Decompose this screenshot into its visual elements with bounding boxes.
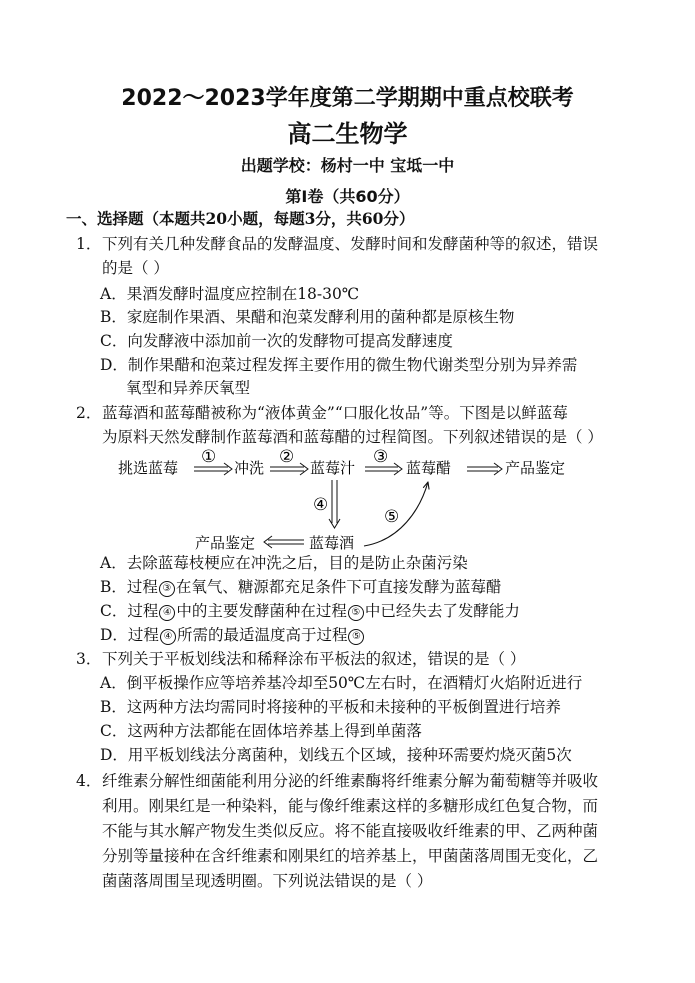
- q1-stem-line2: 的是（ ）: [102, 259, 169, 277]
- q3-option-b: B．这两种方法均需同时将接种的平板和未接种的平板倒置进行培养: [100, 698, 561, 716]
- q3-stem: 下列关于平板划线法和稀释涂布平板法的叙述，错误的是（ ）: [102, 650, 526, 668]
- node-juice: 蓝莓汁: [310, 459, 356, 477]
- arrow-to-product-bottom: [264, 536, 304, 548]
- q4-line5: 菌菌落周围呈现透明圈。下列说法错误的是（ ）: [102, 872, 433, 890]
- q2-option-b-pre: B．过程: [100, 578, 158, 596]
- q2-option-c-pre: C．过程: [100, 602, 159, 620]
- q1-option-c: C．向发酵液中添加前一次的发酵物可提高发酵速度: [100, 332, 453, 350]
- q2-option-d-step5: ⑤: [348, 629, 364, 645]
- q4-number: 4．: [76, 772, 102, 790]
- q2-option-c-step4: ④: [159, 605, 175, 621]
- q1-option-d-line2: 氧型和异养厌氧型: [126, 379, 251, 397]
- q2-option-d-mid: 所需的最适温度高于过程: [176, 626, 348, 644]
- q2-option-d-pre: D．过程: [100, 626, 159, 644]
- q2-number: 2．: [76, 404, 102, 422]
- q2-option-c: [100, 600, 520, 622]
- step1-label: ①: [201, 447, 217, 467]
- exam-title: 2022～2023学年度第二学期期中重点校联考: [121, 86, 574, 111]
- q2-stem-line2: 为原料天然发酵制作蓝莓酒和蓝莓醋的过程简图。下列叙述错误的是（ ）: [102, 428, 603, 446]
- q2-option-b-step: ③: [159, 581, 175, 597]
- node-wash: 冲洗: [234, 459, 265, 477]
- q1-number: 1．: [76, 235, 102, 253]
- q4-line2: 利用。刚果红是一种染料，能与像纤维素这样的多糖形成红色复合物，而: [102, 797, 599, 815]
- q1-stem-line1: 下列有关几种发酵食品的发酵温度、发酵时间和发酵菌种等的叙述，错误: [102, 235, 599, 253]
- node-select-blueberry: 挑选蓝莓: [118, 459, 179, 477]
- step2-label: ②: [279, 447, 295, 467]
- q1-option-d-line1: D．制作果醋和泡菜过程发挥主要作用的微生物代谢类型分别为异养需: [100, 356, 578, 374]
- step3-label: ③: [373, 447, 389, 467]
- q3-option-d: D．用平板划线法分离菌种，划线五个区域，接种环需要灼烧灭菌5次: [100, 746, 572, 764]
- exam-subject: 高二生物学: [287, 120, 408, 148]
- q2-option-c-post: 中已经失去了发酵能力: [364, 602, 520, 620]
- q4-line4: 分别等量接种在含纤维素和刚果红的培养基上，甲菌菌落周围无变化，乙: [102, 847, 599, 865]
- step5-label: ⑤: [384, 507, 400, 527]
- section-heading: 一、选择题（本题共20小题，每题3分，共60分）: [66, 209, 415, 228]
- q3-option-a: A．倒平板操作应等培养基冷却至50℃左右时，在酒精灯火焰附近进行: [100, 674, 583, 692]
- step4-label: ④: [313, 495, 329, 515]
- q2-option-d: [100, 624, 365, 646]
- q1-option-b: B．家庭制作果酒、果醋和泡菜发酵利用的菌种都是原核生物: [100, 308, 515, 326]
- arrow-step4: [329, 480, 340, 528]
- q3-number: 3．: [76, 650, 102, 668]
- q1-option-a: A．果酒发酵时温度应控制在18-30℃: [100, 285, 360, 303]
- q2-stem-line1: 蓝莓酒和蓝莓醋被称为“液体黄金”“口服化妆品”等。下图是以鲜蓝莓: [102, 404, 568, 422]
- exam-schools: 出题学校：杨村一中 宝坻一中: [240, 156, 455, 175]
- q4-line1: 纤维素分解性细菌能利用分泌的纤维素酶将纤维素分解为葡萄糖等并吸收: [102, 772, 599, 790]
- q2-option-b: [100, 576, 501, 598]
- exam-volume: 第Ⅰ卷（共60分）: [285, 187, 410, 206]
- q2-option-c-mid: 中的主要发酵菌种在过程: [176, 602, 347, 620]
- q2-option-d-step4: ④: [160, 629, 176, 645]
- q2-option-b-post: 在氧气、糖源都充足条件下可直接发酵为蓝莓醋: [175, 578, 502, 596]
- q2-option-a: A．去除蓝莓枝梗应在冲洗之后，目的是防止杂菌污染: [100, 554, 468, 572]
- node-product-top: 产品鉴定: [505, 459, 566, 477]
- q4-line3: 不能与其水解产物发生类似反应。将不能直接吸收纤维素的甲、乙两种菌: [102, 822, 599, 840]
- q3-option-c: C．这两种方法都能在固体培养基上得到单菌落: [100, 722, 422, 740]
- node-vinegar: 蓝莓醋: [406, 459, 452, 477]
- q2-option-c-step5: ⑤: [348, 605, 364, 621]
- arrow-to-product-top: [467, 463, 502, 475]
- node-product-bottom: 产品鉴定: [195, 534, 256, 552]
- node-wine: 蓝莓酒: [309, 534, 355, 552]
